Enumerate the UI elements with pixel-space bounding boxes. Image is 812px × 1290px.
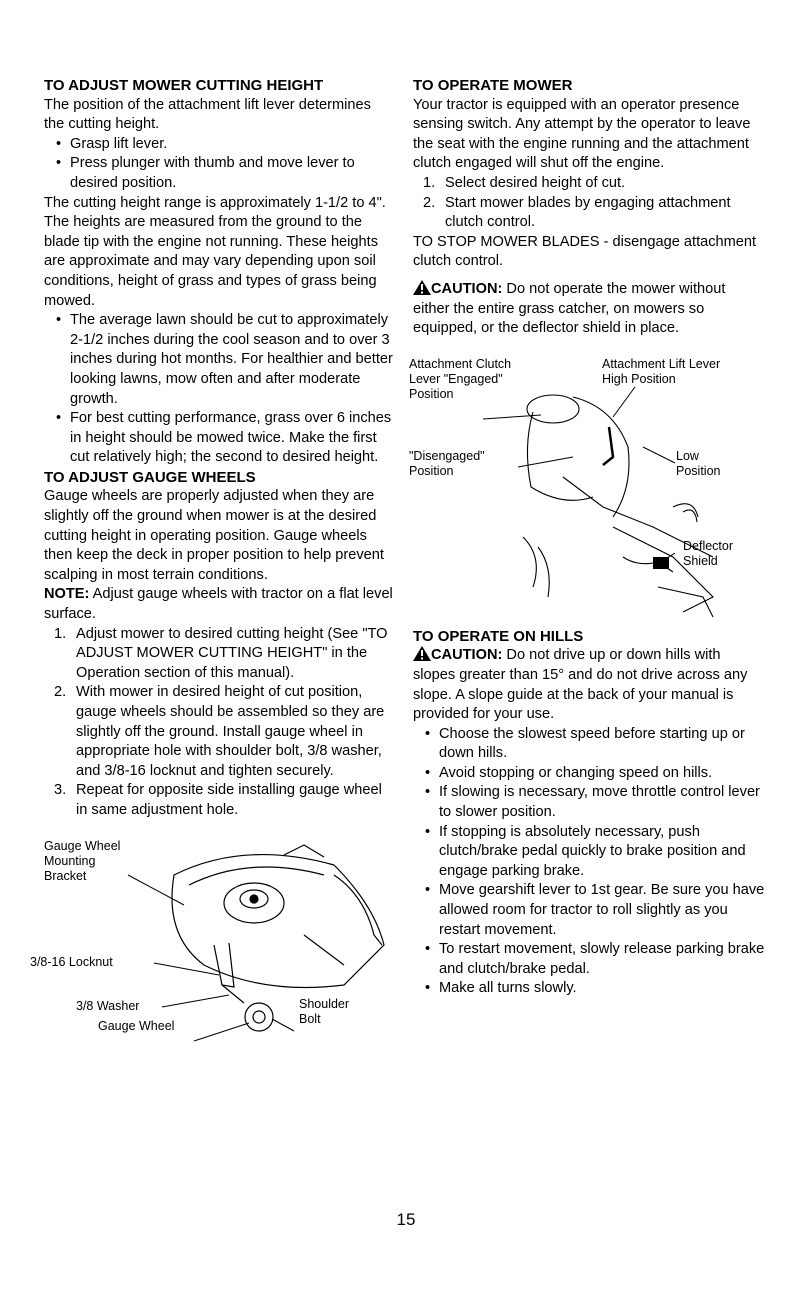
warning-triangle-icon [413, 280, 431, 295]
bullet-item: • Move gearshift lever to 1st gear. Be sure you have allowed room for tractor to roll slightly as you restart movement. [425, 882, 765, 938]
paragraph: Gauge wheels are properly adjusted when they are slightly off the ground when mower is at the desired cutting height in operating position. Gauge wheels then keep the deck in proper position to help prevent scalping in most terrain conditions. [44, 488, 384, 583]
label-lift-lever-high: Attachment Lift Lever High Position [602, 356, 721, 386]
label-disengaged: "Disengaged" Position [409, 448, 485, 478]
bullet-icon: • [425, 941, 431, 958]
bullet-item: • Grasp lift lever. [44, 135, 394, 155]
label-gauge-wheel: Gauge Wheel [98, 1018, 175, 1033]
paragraph: The cutting height range is approximately 1-1/2 to 4". The heights are measured from the ground to the blade tip with the engine not running. These heights are approximate and may vary depending upon soil conditions, height of grass and types of grass being mowed. [44, 194, 386, 309]
bullet-icon: • [56, 155, 62, 172]
bullet-icon: • [425, 764, 431, 781]
label-shoulder-bolt: Shoulder Bolt [299, 996, 350, 1026]
label-gauge-wheel-bracket: Gauge Wheel Mounting Bracket [44, 838, 121, 883]
bullet-icon: • [425, 725, 431, 742]
bullet-icon: • [56, 135, 62, 152]
bullet-icon: • [56, 312, 62, 329]
bullet-item: • Press plunger with thumb and move lever to desired position. [56, 155, 355, 191]
note-label: NOTE: [44, 586, 90, 603]
right-column [409, 76, 765, 999]
paragraph: TO STOP MOWER BLADES - disengage attachment clutch control. [413, 233, 757, 270]
bullet-item: • The average lawn should be cut to approximately 2-1/2 inches during the cool season and to over 3 inches during hot months. For healthier and better looking lawns, mow often and after moderate growth. [56, 312, 393, 407]
label-clutch-engaged: Attachment Clutch Lever "Engaged" Position [409, 356, 512, 401]
bullet-icon: • [425, 784, 431, 801]
numbered-item: 2. Start mower blades by engaging attachment clutch control. [423, 194, 731, 231]
bullet-icon: • [425, 882, 431, 899]
label-low-position: Low Position [676, 448, 721, 478]
bullet-icon: • [56, 410, 62, 427]
bullet-icon: • [425, 823, 431, 840]
paragraph: The position of the attachment lift lever determines the cutting height. [44, 96, 371, 133]
mower-controls-figure [409, 356, 765, 627]
bullet-item: • Make all turns slowly. [413, 979, 765, 999]
label-locknut: 3/8-16 Locknut [30, 954, 113, 969]
bullet-item: • For best cutting performance, grass over 6 inches in height should be mowed twice. Make the first cut relatively high; the second to desired height. [56, 410, 392, 466]
left-column [30, 76, 394, 1085]
heading-adjust-cutting-height: TO ADJUST MOWER CUTTING HEIGHT [44, 77, 324, 94]
warning-triangle-icon [413, 646, 431, 661]
numbered-item: 1. Adjust mower to desired cutting height (See "TO ADJUST MOWER CUTTING HEIGHT" in the Operation section of this manual). [54, 625, 388, 681]
caution-paragraph: CAUTION: Do not drive up or down hills with slopes greater than 15° and do not drive across any slope. A slope guide at the back of your manual is provided for your use. [413, 647, 748, 723]
numbered-item: 2. With mower in desired height of cut position, gauge wheels should be assembled so they are slightly off the ground. Install gauge wheel in appropriate hole with shoulder bolt, 3/8 washer, and 3/8-16 locknut and tighten securely. [54, 684, 385, 779]
page-number: 15 [396, 1210, 416, 1229]
bullet-item: • To restart movement, slowly release parking brake and clutch/brake pedal. [425, 941, 765, 977]
bullet-item: • If slowing is necessary, move throttle control lever to slower position. [425, 784, 760, 821]
numbered-item: 1. Select desired height of cut. [423, 174, 626, 191]
bullet-item: • Avoid stopping or changing speed on hills. [413, 764, 765, 784]
bullet-item: • If stopping is absolutely necessary, push clutch/brake pedal quickly to brake position and engage parking brake. [425, 823, 746, 879]
caution-paragraph: CAUTION: Do not operate the mower without either the entire grass catcher, on mowers so equipped, or the deflector shield in place. [413, 280, 726, 337]
label-washer: 3/8 Washer [76, 998, 140, 1013]
note: NOTE: Adjust gauge wheels with tractor on a flat level surface. [44, 586, 393, 623]
label-deflector-shield: Deflector Shield [683, 538, 734, 568]
heading-operate-on-hills: TO OPERATE ON HILLS [413, 627, 584, 645]
bullet-item: • Choose the slowest speed before starting up or down hills. [425, 725, 745, 762]
heading-operate-mower: TO OPERATE MOWER [413, 77, 573, 94]
heading-adjust-gauge-wheels: TO ADJUST GAUGE WHEELS [44, 468, 256, 486]
paragraph: Your tractor is equipped with an operator presence sensing switch. Any attempt by the operator to leave the seat with the engine running and the attachment clutch engaged will shut off the engine. [413, 96, 751, 172]
numbered-item: 3. Repeat for opposite side installing gauge wheel in same adjustment hole. [54, 782, 382, 818]
gauge-wheel-figure [30, 835, 394, 1085]
bullet-icon: • [425, 980, 431, 997]
